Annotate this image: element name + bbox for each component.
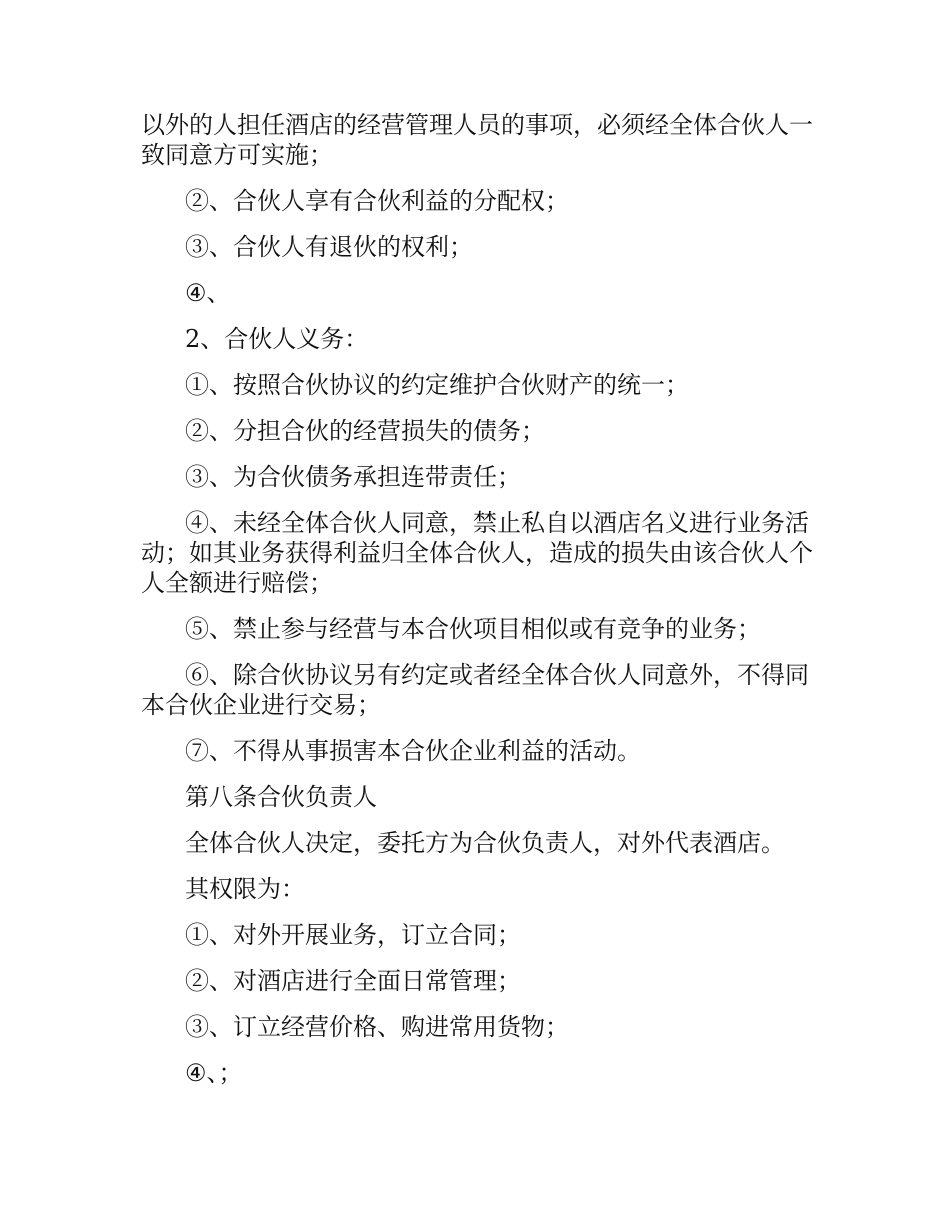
paragraph: ④、；	[185, 1059, 243, 1087]
paragraph: ①、按照合伙协议的约定维护合伙财产的统一；	[185, 371, 689, 399]
paragraph: 以外的人担任酒店的经营管理人员的事项，必须经全体合伙人一致同意方可实施；	[141, 111, 813, 169]
paragraph: ④、未经全体合伙人同意，禁止私自以酒店名义进行业务活动；如其业务获得利益归全体合伙人，造成的损失由该合伙人个人全额进行赔偿；	[141, 509, 813, 597]
paragraph: 2、合伙人义务：	[185, 325, 369, 353]
document-body	[141, 110, 821, 1104]
paragraph: 其权限为：	[185, 875, 305, 903]
paragraph: ③、合伙人有退伙的权利；	[185, 233, 473, 261]
section-heading: 第八条合伙负责人	[185, 783, 377, 811]
paragraph: ①、对外开展业务，订立合同；	[185, 921, 521, 949]
paragraph: ⑤、禁止参与经营与本合伙项目相似或有竞争的业务；	[185, 615, 761, 643]
paragraph: ②、合伙人享有合伙利益的分配权；	[185, 187, 569, 215]
paragraph: ⑥、除合伙协议另有约定或者经全体合伙人同意外，不得同本合伙企业进行交易；	[141, 661, 809, 719]
paragraph: ③、为合伙债务承担连带责任；	[185, 463, 521, 491]
paragraph: ②、对酒店进行全面日常管理；	[185, 967, 521, 995]
paragraph: 全体合伙人决定，委托方为合伙负责人，对外代表酒店。	[185, 829, 785, 857]
paragraph: ④、	[185, 279, 231, 307]
paragraph: ⑦、不得从事损害本合伙企业利益的活动。	[185, 737, 641, 765]
paragraph: ②、分担合伙的经营损失的债务；	[185, 417, 545, 445]
paragraph: ③、订立经营价格、购进常用货物；	[185, 1013, 569, 1041]
